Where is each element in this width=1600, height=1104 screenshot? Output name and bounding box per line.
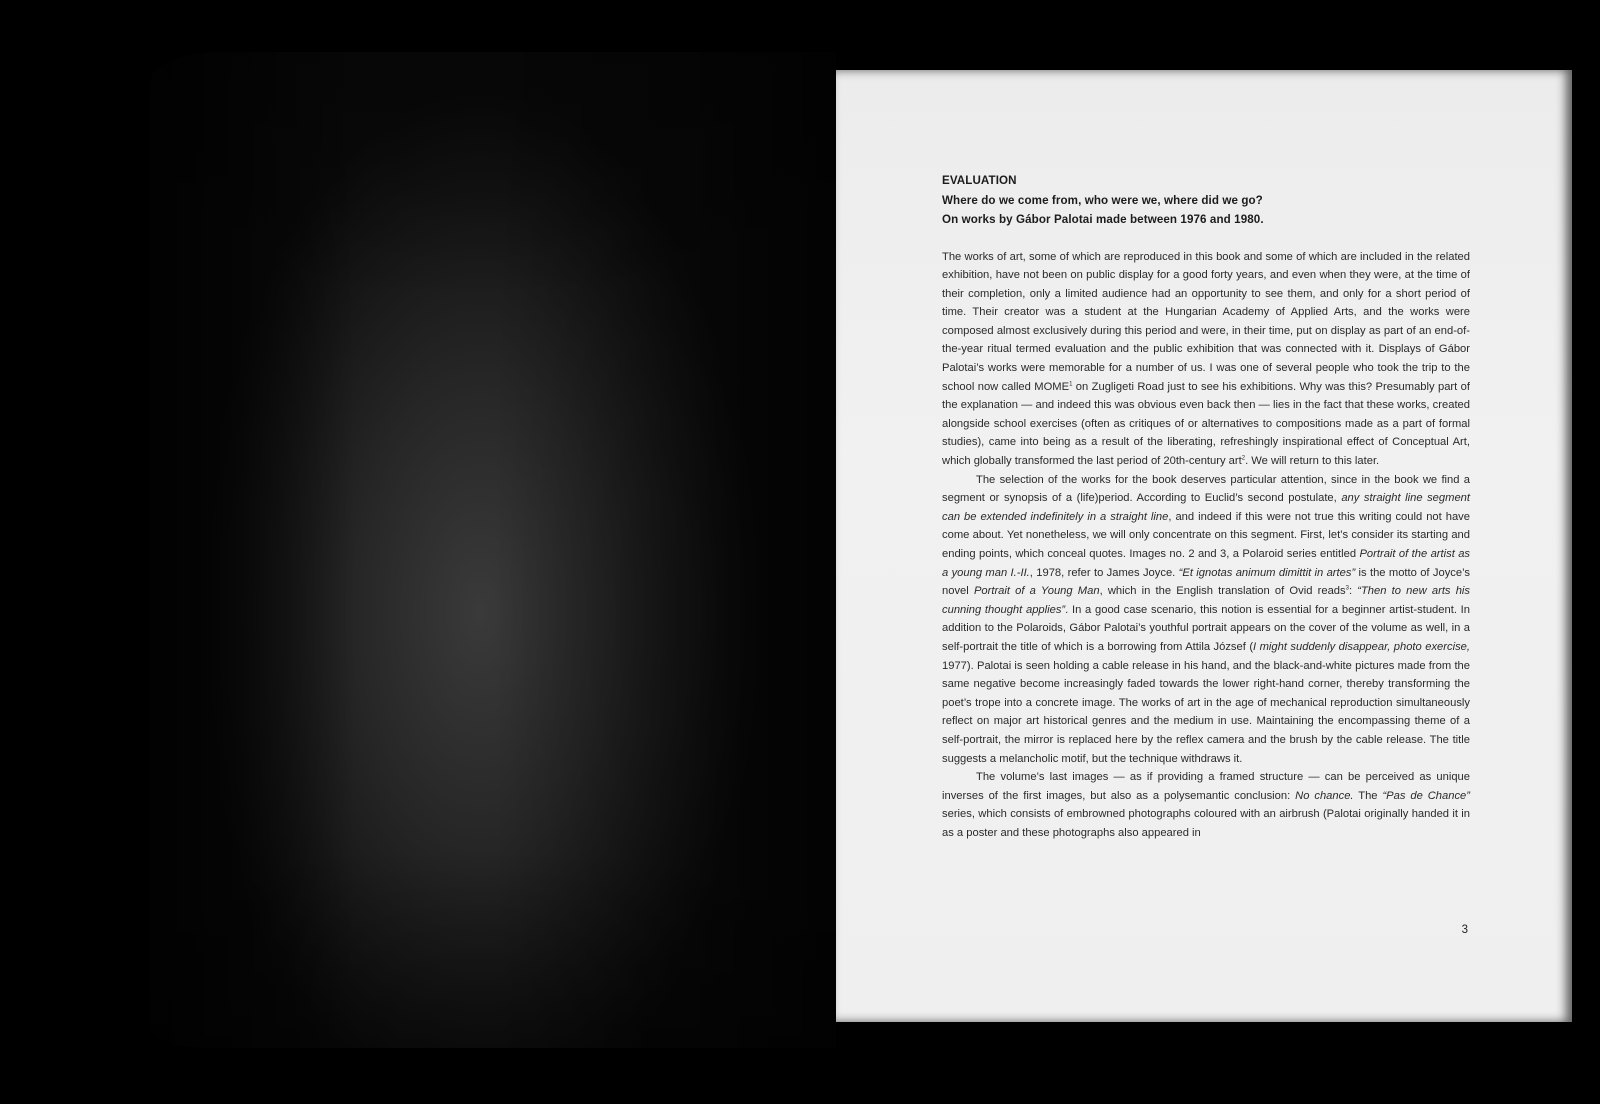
text-run: . In a good case scenario, this notion is essential for a beginner artist-student. In addition to the Polaroids, Gábor Palotai’s youthful portrait appears on the cover of the volume as well, in a self-portrait the title of which is a borrowing from Attila József ( — [942, 603, 1470, 653]
text-run: , and indeed if this were not true this writing could not have come about. Yet nonetheless, we will only concentrate on this segment. First, let’s consider its starting and ending points, which conceal quotes. Images no. 2 and 3, a Polaroid series entitled — [942, 510, 1471, 560]
text-run: : — [1348, 585, 1358, 598]
italic-text: Portrait of a Young Man — [973, 585, 1100, 598]
paragraph — [942, 471, 1470, 769]
footnote-marker: 2 — [1241, 455, 1246, 462]
italic-text: No chance. — [1295, 789, 1354, 802]
right-page — [836, 70, 1572, 1022]
italic-text: I might suddenly disappear, photo exercise, — [1253, 640, 1470, 653]
paragraph — [942, 768, 1470, 842]
text-run: , 1978, refer to James Joyce. — [1029, 566, 1179, 579]
text-run: The works of art, some of which are reproduced in this book and some of which are included in the related exhibition, have not been on public display for a good forty years, and even when they were, at the time of their completion, only a limited audience had an opportunity to see them, and only for a short period of time. Their creator was a student at the Hungarian Academy of Applied Arts, and the works were composed almost exclusively during this period and were, in their time, put on display as part of an end-of-the-year ritual termed evaluation and the public exhibition that was connected with it. Displays of Gábor Palotai’s works were memorable for a number of us. I was one of several people who took the trip to the school now called MOME — [942, 250, 1470, 393]
footnote-marker: 3 — [1345, 585, 1349, 592]
text-run: . We will return to this later. — [1245, 455, 1380, 468]
italic-text: “Then to new arts his cunning thought applies” — [942, 585, 1471, 616]
paragraph — [942, 248, 1470, 471]
text-run: is the motto of Joyce’s novel — [942, 566, 1470, 598]
left-page-dark — [150, 52, 836, 1048]
page-number: 3 — [1461, 924, 1468, 936]
text-block — [942, 171, 1470, 843]
italic-text: any straight line segment can be extended indefinitely in a straight line — [942, 492, 1471, 523]
footnote-marker: 1 — [1069, 380, 1073, 387]
text-run: The — [1353, 789, 1383, 802]
text-run: 1977). Palotai is seen holding a cable release in his hand, and the black-and-white pictures made from the same negative become increasingly faded towards the lower right-hand corner, thereby transforming the poet’s trope into a concrete image. The works of art in the age of mechanical reproduction simultaneously reflect on major art historical genres and the medium in use. Maintaining the encompassing theme of a self-portrait, the mirror is replaced here by the reflex camera and the brush by the cable release. The title suggests a melancholic motif, but the technique withdraws it. — [942, 659, 1470, 765]
italic-text: Portrait of the artist as a young man I.-II. — [942, 548, 1471, 579]
section-subtitle-secondary: On works by Gábor Palotai made between 1976 and 1980. — [942, 213, 1264, 226]
section-title: EVALUATION — [942, 174, 1017, 187]
text-run: The selection of the works for the book deserves particular attention, since in the book we find a segment or synopsis of a (life)period. According to Euclid’s second postulate, — [942, 473, 1470, 505]
text-run: series, which consists of embrowned photographs coloured with an airbrush (Palotai originally handed it in as a poster and these photographs also appeared in — [942, 808, 1470, 839]
italic-text: “Et ignotas animum dimittit in artes” — [1178, 566, 1356, 579]
italic-text: “Pas de Chance” — [1382, 789, 1471, 802]
body-text — [942, 248, 1470, 843]
text-run: The volume’s last images — as if providing a framed structure — can be perceived as unique inverses of the first images, but also as a polysemantic conclusion: — [942, 771, 1470, 802]
text-run: on Zugligeti Road just to see his exhibitions. Why was this? Presumably part of the explanation — and indeed this was obvious even back then — lies in the fact that these works, created alongside school exercises (often as critiques of or alternatives to compositions made as a part of formal studies), came into being as a result of the liberating, refreshingly inspirational effect of Conceptual Art, which globally transformed the last period of 20th-century art — [942, 380, 1470, 468]
text-run: , which in the English translation of Ovid reads — [1099, 585, 1346, 598]
section-subtitle: Where do we come from, who were we, where did we go? — [942, 193, 1263, 207]
